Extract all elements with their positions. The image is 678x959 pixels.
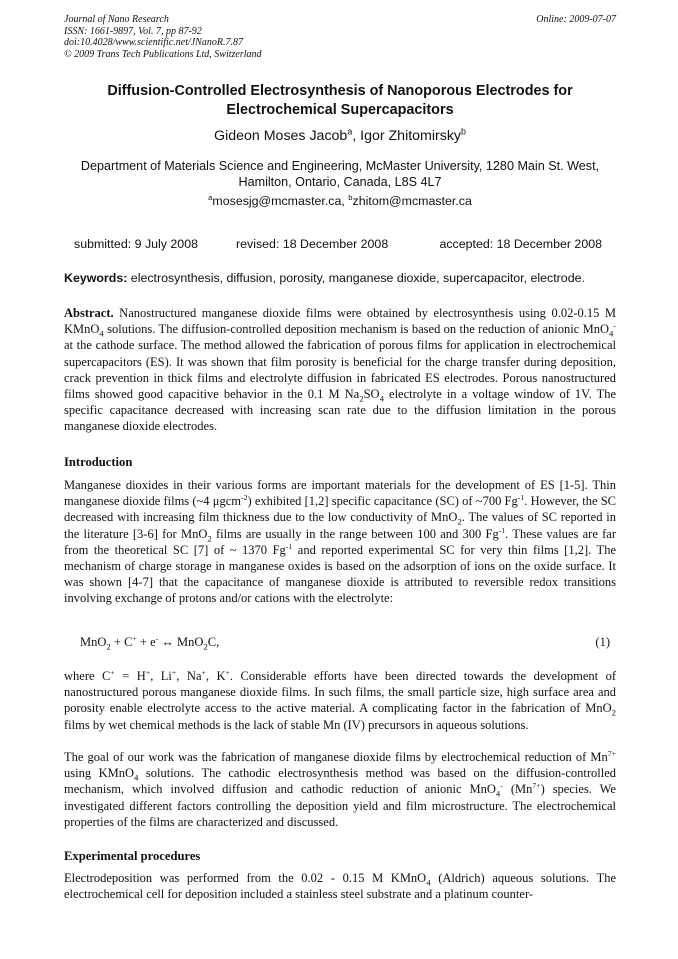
abstract-text: at the cathode surface. The method allowed the fabrication of porous films for application in electrochemical supercapacitors (ES). It was shown that film porosity is beneficial for the charge transfer during deposition, crack prevention in thick films and electrolyte diffusion in fabricated ES electrodes. Porous nanostructured films showed good capacitive behavior in the 0.1 M Na — [64, 338, 616, 402]
superscript: + — [225, 667, 230, 677]
experimental-paragraph-1 — [64, 870, 616, 902]
body-text: , Li — [150, 669, 172, 683]
journal-name: Journal of Nano Research — [64, 14, 169, 25]
email-a[interactable]: mosesjg@mcmaster.ca — [212, 194, 342, 208]
body-text: The goal of our work was the fabrication of manganese dioxide films by electrochemical reduction of Mn — [64, 750, 608, 764]
keywords — [64, 271, 616, 285]
superscript: + — [110, 667, 115, 677]
body-text: solutions. The cathodic electrosynthesis method was based on the diffusion-controlled mechanism, which involved diffusion and cathodic reduction of anionic MnO — [64, 766, 616, 797]
superscript: + — [145, 667, 151, 677]
affiliation-line-1: Department of Materials Science and Engineering, McMaster University, 1280 Main St. West, — [80, 159, 600, 173]
superscript: -2 — [241, 493, 248, 503]
subscript: 2 — [207, 533, 212, 544]
author-list — [64, 128, 616, 144]
revised-date: revised: 18 December 2008 — [236, 237, 389, 251]
submitted-date: submitted: 9 July 2008 — [74, 237, 198, 251]
body-text: and reported experimental SC for very thin films [1,2]. The mechanism of charge storage in manganese oxides is based on the adsorption of ions on the oxide surface. It was shown [4-7] that the capacitance of manganese dioxide is attributed to reversible redox transitions involving exchange of protons and/or cations with the electrolyte: — [64, 542, 616, 606]
body-text: using KMnO — [64, 766, 135, 781]
superscript: + — [132, 633, 137, 643]
abstract-text: Nanostructured manganese dioxide films were obtained by electrosynthesis using 0.02-0.15 M KMnO — [64, 306, 616, 337]
author-2-affil-mark: b — [461, 126, 466, 137]
superscript: -1 — [498, 525, 506, 535]
superscript: 7+ — [532, 781, 541, 791]
copyright-line: © 2009 Trans Tech Publications Ltd, Switzerland — [64, 48, 262, 60]
superscript: 7+ — [607, 748, 616, 758]
equation-text: MnO — [80, 635, 107, 649]
body-text: ) exhibited [1,2] specific capacitance (SC) of ~700 Fg — [247, 494, 518, 509]
subscript: 4 — [495, 788, 501, 799]
body-text: (Aldrich) aqueous solutions. The electrochemical cell for deposition included a stainless steel substrate and a platinum counter- — [64, 871, 617, 902]
equation-number: (1) — [595, 635, 610, 649]
subscript: 4 — [609, 328, 614, 339]
subscript: 4 — [379, 393, 384, 404]
equation-text: + e — [136, 635, 156, 649]
introduction-heading: Introduction — [64, 455, 133, 469]
author-1: Gideon Moses Jacob — [214, 128, 348, 144]
equation-text: ↔ MnO — [158, 635, 204, 649]
superscript: + — [201, 667, 206, 677]
introduction-paragraph-3 — [64, 749, 616, 830]
superscript: - — [613, 321, 616, 331]
affiliation — [64, 158, 616, 190]
abstract-text: solutions. The diffusion-controlled deposition mechanism is based on the reduction of anionic MnO — [103, 322, 610, 337]
author-2: Igor Zhitomirsky — [360, 128, 462, 144]
keywords-text: electrosynthesis, diffusion, porosity, manganese dioxide, supercapacitor, electrode. — [127, 271, 585, 285]
author-1-affil-mark: a — [347, 126, 353, 137]
introduction-paragraph-1 — [64, 477, 616, 607]
subscript: 2 — [203, 641, 208, 652]
email-a-mark: a — [208, 192, 213, 202]
introduction-paragraph-2 — [64, 668, 616, 733]
body-text: . Considerable efforts have been directed towards the development of nanostructured porous manganese dioxide films. In such films, the small particle size, high surface area and porosity enable electrolyte access to the active material. A complicating factor in the fabrication of MnO — [64, 669, 617, 716]
issn-line: ISSN: 1661-9897, Vol. 7, pp 87-92 — [64, 25, 202, 37]
subscript: 2 — [611, 707, 616, 718]
superscript: + — [171, 667, 177, 677]
equation-text: C, — [207, 635, 220, 649]
body-text: = H — [114, 669, 146, 683]
body-text: . These values are far from the theoretical SC [7] of ~ 1370 Fg — [64, 526, 616, 557]
body-text: . The values of SC reported in the literature [3-6] for MnO — [64, 510, 616, 541]
subscript: 4 — [426, 877, 431, 888]
subscript: 2 — [359, 393, 364, 404]
body-text: Manganese dioxides in their various forms are important materials for the development of ES [1-5]. Thin manganese dioxide films (~4 μgcm — [64, 478, 616, 509]
journal-header — [64, 14, 616, 60]
abstract-paragraph — [64, 305, 616, 435]
body-text: where C — [64, 669, 111, 683]
body-text: films are usually in the range between 100 and 300 Fg — [211, 526, 499, 541]
superscript: - — [155, 633, 159, 643]
body-text: , K — [205, 669, 226, 683]
equation-1 — [80, 635, 616, 650]
author-separator: , — [352, 128, 361, 144]
experimental-heading: Experimental procedures — [64, 849, 201, 863]
body-text: films by wet chemical methods is the lack of stable Mn (IV) precursors in aqueous solutions. — [64, 717, 529, 732]
superscript: -1 — [517, 493, 525, 503]
superscript: - — [500, 781, 503, 791]
email-separator: , — [341, 194, 349, 208]
doi-line[interactable]: doi:10.4028/www.scientific.net/JNanoR.7.87 — [64, 37, 243, 48]
subscript: 4 — [134, 772, 139, 783]
subscript: 4 — [99, 328, 104, 339]
subscript: 2 — [106, 641, 111, 652]
accepted-date: accepted: 18 December 2008 — [439, 237, 602, 251]
body-text: , Na — [176, 669, 202, 683]
affiliation-line-2: Hamilton, Ontario, Canada, L8S 4L7 — [238, 175, 442, 189]
superscript: -1 — [285, 541, 293, 551]
body-text: (Mn — [502, 782, 533, 797]
body-text: ) species. We investigated different factors controlling the deposition yield and film microstructure. The electrochemical properties of the films are characterized and discussed. — [64, 782, 616, 829]
abstract-label: Abstract. — [64, 306, 114, 320]
paper-title — [64, 82, 616, 120]
online-date: Online: 2009-07-07 — [536, 14, 616, 25]
body-text: Electrodeposition was performed from the 0.02 - 0.15 M KMnO — [64, 871, 427, 885]
body-text: . However, the SC decreased with increasing film thickness due to the low conductivity of MnO — [64, 494, 616, 525]
title-line-2: Electrochemical Supercapacitors — [226, 102, 454, 118]
subscript: 2 — [457, 516, 462, 527]
equation-text: + C — [110, 635, 133, 649]
title-line-1: Diffusion-Controlled Electrosynthesis of Nanoporous Electrodes for — [107, 83, 573, 99]
author-emails — [64, 194, 616, 208]
email-b-mark: b — [348, 192, 353, 202]
abstract-text: electrolyte in a voltage window of 1V. The specific capacitance decreased with increasing scan rate due to the diffusion limitation in the porous manganese dioxide electrodes. — [64, 387, 617, 434]
email-b[interactable]: zhitom@mcmaster.ca — [352, 194, 472, 208]
keywords-label: Keywords: — [64, 271, 128, 285]
abstract-text: SO — [363, 387, 380, 402]
